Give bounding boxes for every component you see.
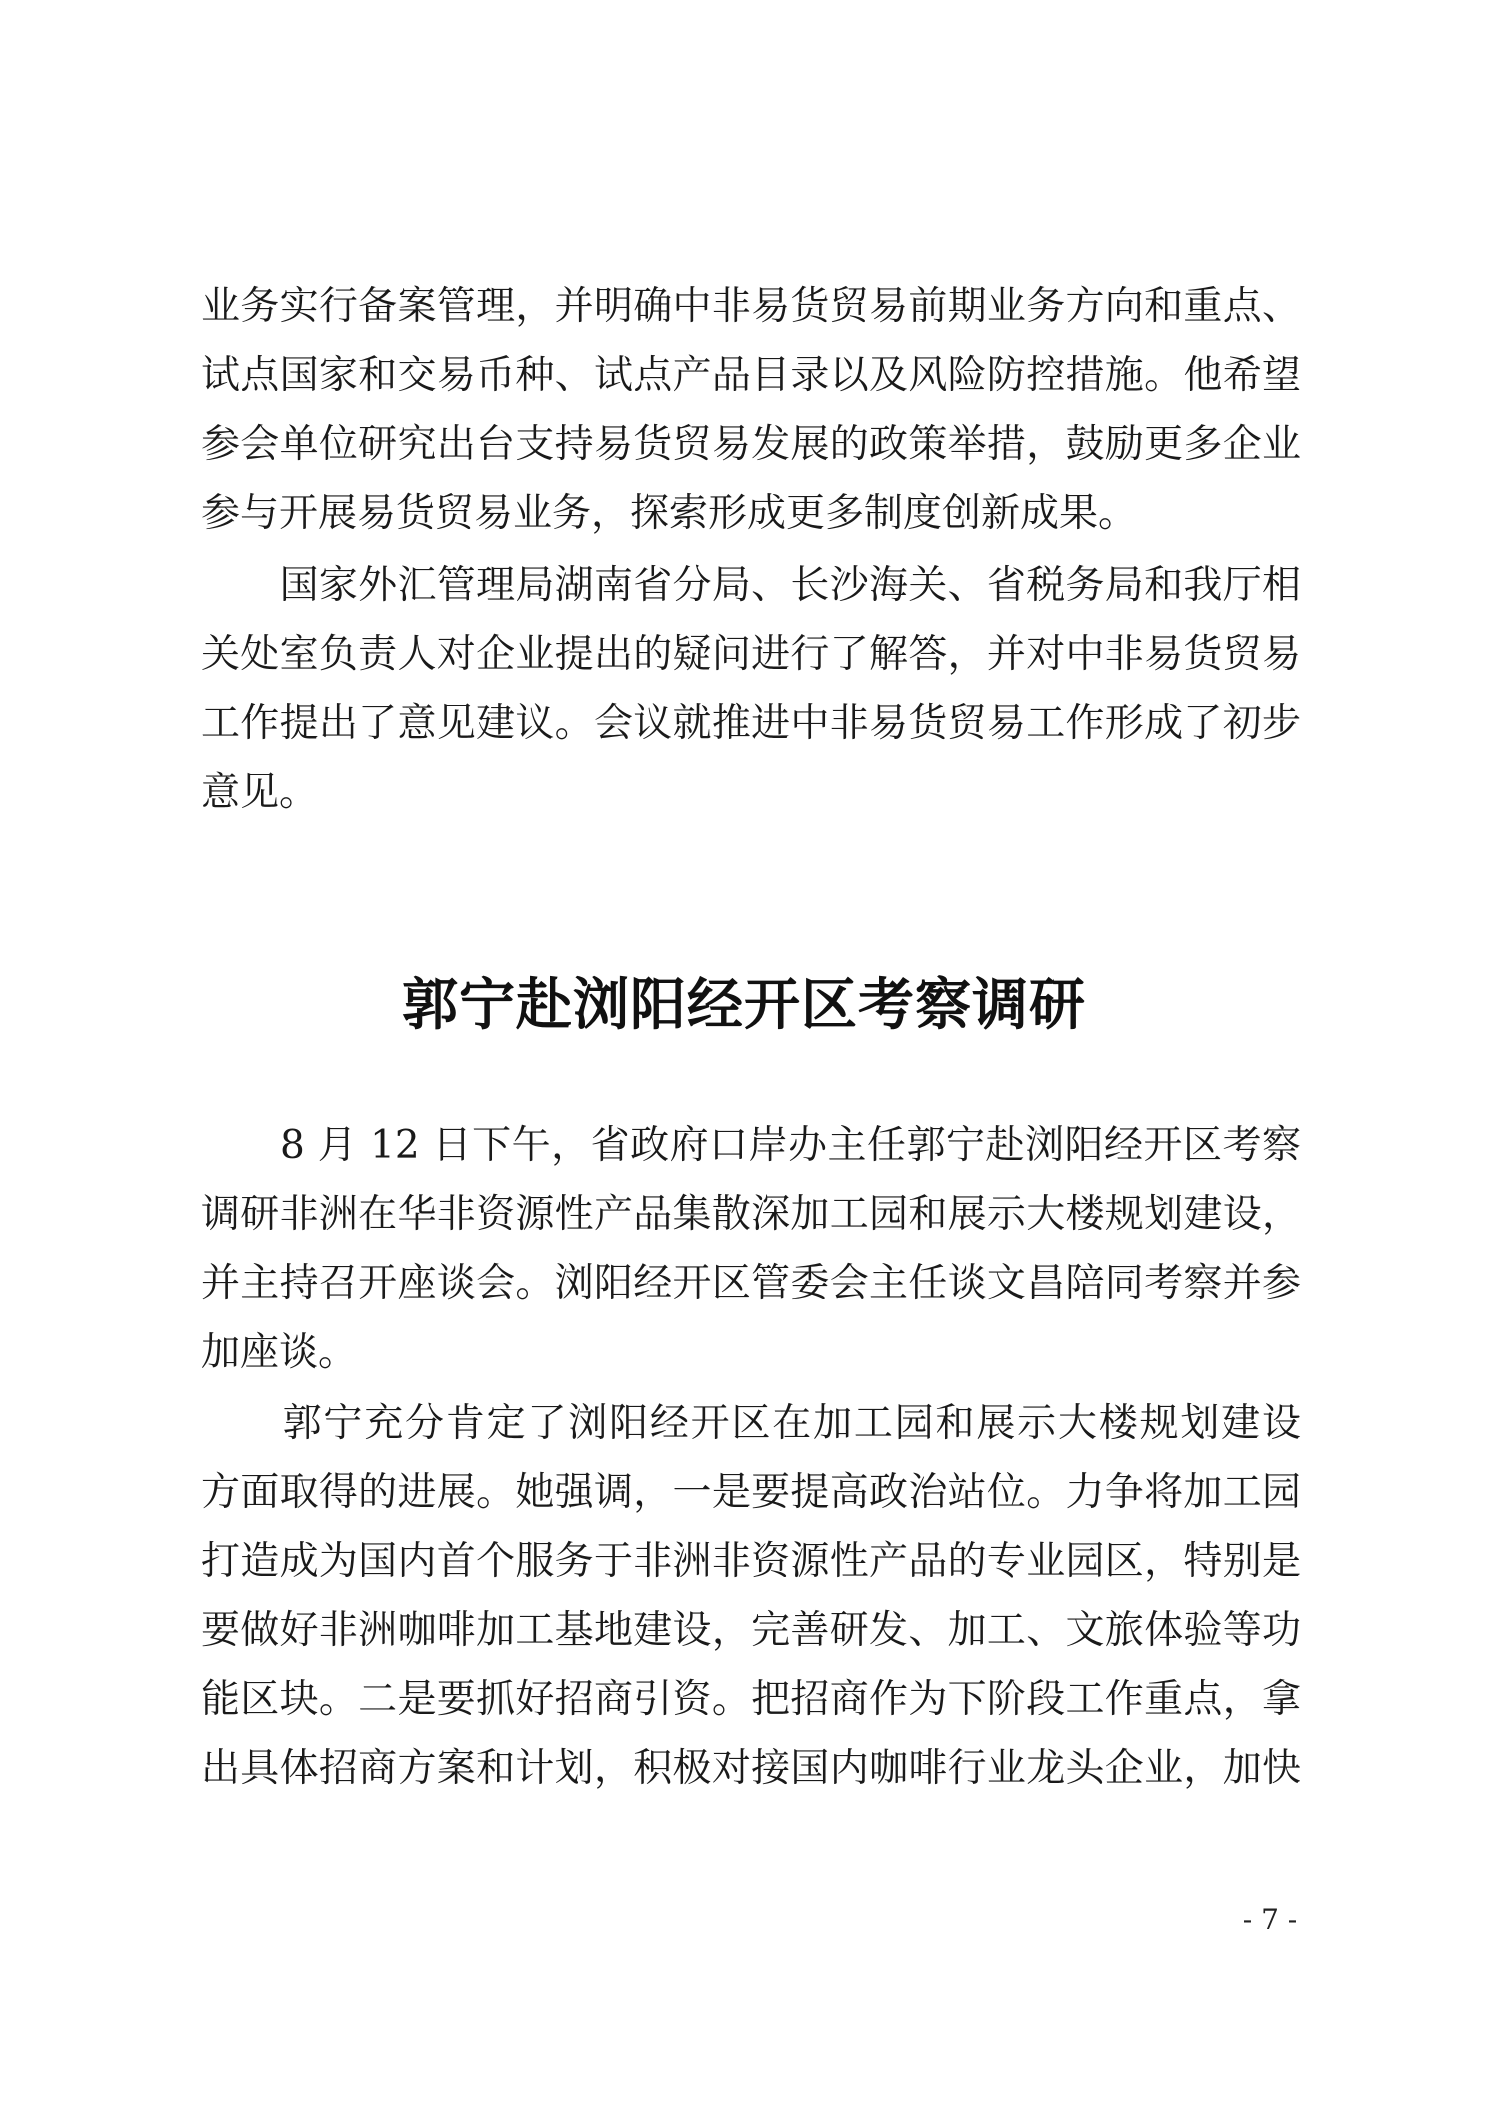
paragraph-line: 并主持召开座谈会。浏阳经开区管委会主任谈文昌陪同考察并参: [201, 1261, 1301, 1306]
paragraph-line: 工作提出了意见建议。会议就推进中非易货贸易工作形成了初步: [201, 701, 1301, 746]
page-number: - 7 -: [1242, 1903, 1298, 1936]
paragraph-line: 8 月 12 日下午，省政府口岸办主任郭宁赴浏阳经开区考察: [201, 1123, 1301, 1168]
paragraph-line: 出具体招商方案和计划，积极对接国内咖啡行业龙头企业，加快: [201, 1746, 1301, 1791]
paragraph-line: 方面取得的进展。她强调，一是要提高政治站位。力争将加工园: [201, 1470, 1301, 1515]
paragraph-line: 关处室负责人对企业提出的疑问进行了解答，并对中非易货贸易: [201, 632, 1301, 677]
paragraph-line: 参与开展易货贸易业务，探索形成更多制度创新成果。: [201, 491, 1138, 536]
paragraph-line: 参会单位研究出台支持易货贸易发展的政策举措，鼓励更多企业: [201, 422, 1301, 467]
paragraph-line: 要做好非洲咖啡加工基地建设，完善研发、加工、文旅体验等功: [201, 1608, 1301, 1653]
paragraph-line: 郭宁充分肯定了浏阳经开区在加工园和展示大楼规划建设: [201, 1401, 1301, 1446]
paragraph-line: 打造成为国内首个服务于非洲非资源性产品的专业园区，特别是: [201, 1539, 1301, 1584]
paragraph-line: 国家外汇管理局湖南省分局、长沙海关、省税务局和我厅相: [201, 563, 1301, 608]
article-title: 郭宁赴浏阳经开区考察调研: [402, 972, 1086, 1038]
paragraph-line: 试点国家和交易币种、试点产品目录以及风险防控措施。他希望: [201, 353, 1301, 398]
paragraph-line: 能区块。二是要抓好招商引资。把招商作为下阶段工作重点，拿: [201, 1677, 1301, 1722]
paragraph-line: 加座谈。: [201, 1330, 358, 1375]
paragraph-line: 业务实行备案管理，并明确中非易货贸易前期业务方向和重点、: [201, 284, 1301, 329]
paragraph-line: 调研非洲在华非资源性产品集散深加工园和展示大楼规划建设，: [201, 1192, 1301, 1237]
paragraph-line: 意见。: [201, 770, 319, 815]
